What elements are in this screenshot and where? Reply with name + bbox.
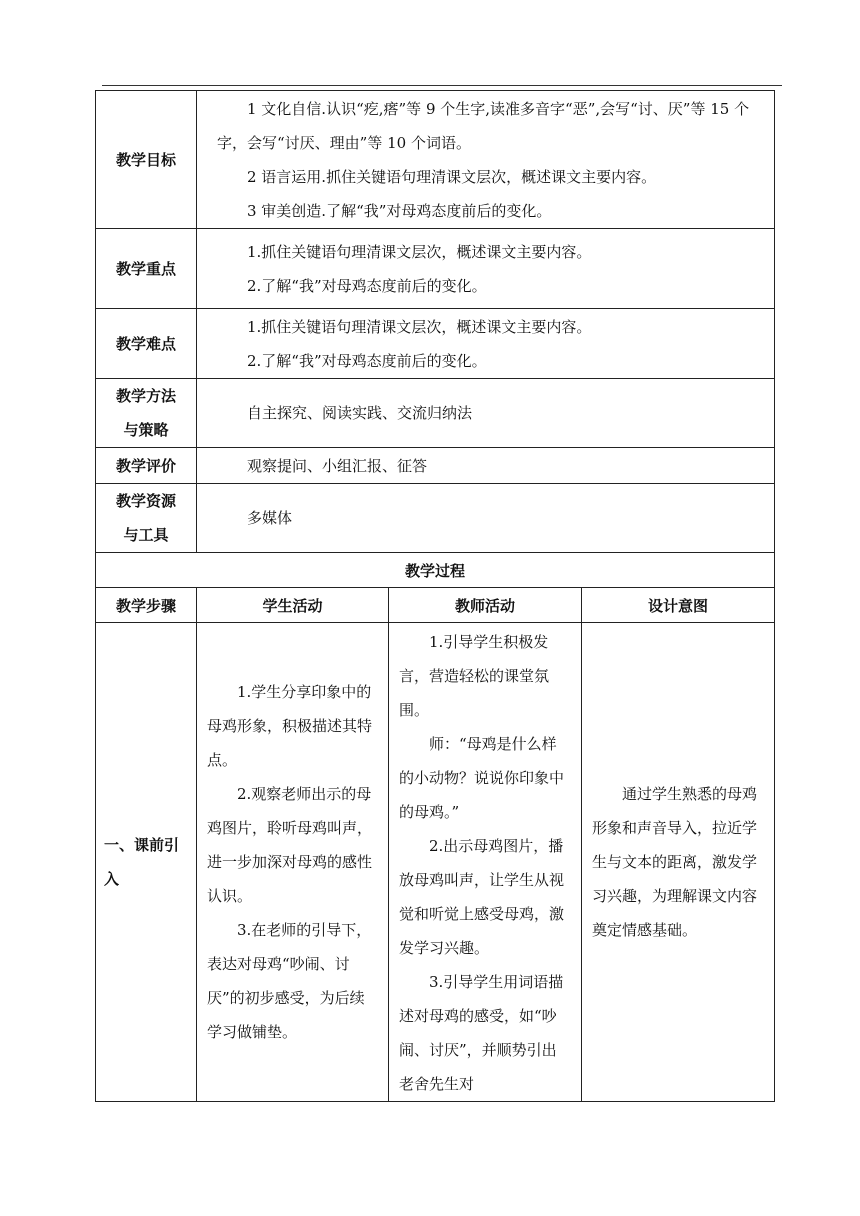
label-teaching-evaluation: 教学评价 bbox=[96, 448, 197, 484]
label-teaching-resources bbox=[96, 484, 197, 553]
student-activity-item: 2.观察老师出示的母鸡图片，聆听母鸡叫声，进一步加深对母鸡的感性认识。 bbox=[207, 785, 373, 905]
row-teaching-resources bbox=[96, 484, 775, 553]
focus-item: 2.了解“我”对母鸡态度前后的变化。 bbox=[247, 276, 487, 295]
row-process-headers bbox=[96, 588, 775, 623]
step-1-design-intent bbox=[582, 623, 775, 1102]
content-teaching-method bbox=[197, 379, 775, 448]
resources-value: 多媒体 bbox=[247, 509, 293, 527]
step-1-label: 一、课前引入 bbox=[96, 623, 197, 1102]
label-teaching-goals: 教学目标 bbox=[96, 91, 197, 229]
content-teaching-difficulty bbox=[197, 309, 775, 379]
goal-item: 1 文化自信.认识“疙,瘩”等 9 个生字,读准多音字“恶”,会写“讨、厌”等 15 个字，会写“讨厌、理由”等 10 个词语。 bbox=[217, 99, 750, 152]
step-1-teacher-activity bbox=[389, 623, 582, 1102]
label-line: 教学方法 bbox=[115, 387, 176, 405]
student-activity-item: 3.在老师的引导下，表达对母鸡“吵闹、讨厌”的初步感受，为后续学习做铺垫。 bbox=[207, 921, 372, 1041]
step-1-student-activity bbox=[197, 623, 389, 1102]
evaluation-value: 观察提问、小组汇报、征答 bbox=[247, 456, 428, 475]
method-value: 自主探究、阅读实践、交流归纳法 bbox=[247, 404, 473, 422]
row-step-1 bbox=[96, 623, 775, 1102]
content-teaching-focus bbox=[197, 229, 775, 309]
label-teaching-difficulty: 教学难点 bbox=[96, 309, 197, 379]
header-student-activity: 学生活动 bbox=[197, 588, 389, 623]
label-teaching-focus: 教学重点 bbox=[96, 229, 197, 309]
student-activity-item: 1.学生分享印象中的母鸡形象，积极描述其特点。 bbox=[207, 683, 373, 769]
teacher-activity-item: 3.引导学生用词语描述对母鸡的感受，如“吵闹、讨厌”，并顺势引出老舍先生对 bbox=[399, 973, 564, 1093]
label-line: 与策略 bbox=[123, 421, 169, 439]
lesson-plan-table bbox=[95, 90, 775, 1102]
teacher-activity-item: 2.出示母鸡图片，播放母鸡叫声，让学生从视觉和听觉上感受母鸡，激发学习兴趣。 bbox=[399, 837, 565, 957]
label-teaching-method bbox=[96, 379, 197, 448]
process-title: 教学过程 bbox=[96, 553, 775, 588]
teacher-activity-item: 1.引导学生积极发言，营造轻松的课堂氛围。 bbox=[399, 633, 550, 719]
goal-item: 2 语言运用.抓住关键语句理清课文层次，概述课文主要内容。 bbox=[247, 167, 657, 186]
row-teaching-difficulty bbox=[96, 309, 775, 379]
header-design-intent: 设计意图 bbox=[582, 588, 775, 623]
content-teaching-evaluation bbox=[197, 448, 775, 484]
label-line: 与工具 bbox=[123, 526, 169, 544]
difficulty-item: 2.了解“我”对母鸡态度前后的变化。 bbox=[247, 351, 487, 370]
content-teaching-resources bbox=[197, 484, 775, 553]
row-teaching-goals bbox=[96, 91, 775, 229]
goal-item: 3 审美创造.了解“我”对母鸡态度前后的变化。 bbox=[247, 201, 552, 220]
difficulty-item: 1.抓住关键语句理清课文层次，概述课文主要内容。 bbox=[247, 317, 592, 336]
header-rule bbox=[102, 85, 782, 86]
header-teacher-activity: 教师活动 bbox=[389, 588, 582, 623]
label-line: 教学资源 bbox=[115, 492, 176, 510]
row-teaching-focus bbox=[96, 229, 775, 309]
design-intent-text: 通过学生熟悉的母鸡形象和声音导入，拉近学生与文本的距离，激发学习兴趣，为理解课文内容奠定情感基础。 bbox=[592, 785, 758, 939]
row-process-title bbox=[96, 553, 775, 588]
focus-item: 1.抓住关键语句理清课文层次，概述课文主要内容。 bbox=[247, 242, 592, 261]
content-teaching-goals bbox=[197, 91, 775, 229]
header-step: 教学步骤 bbox=[96, 588, 197, 623]
row-teaching-evaluation bbox=[96, 448, 775, 484]
row-teaching-method bbox=[96, 379, 775, 448]
teacher-activity-item: 师：“母鸡是什么样的小动物？说说你印象中的母鸡。” bbox=[399, 735, 565, 821]
